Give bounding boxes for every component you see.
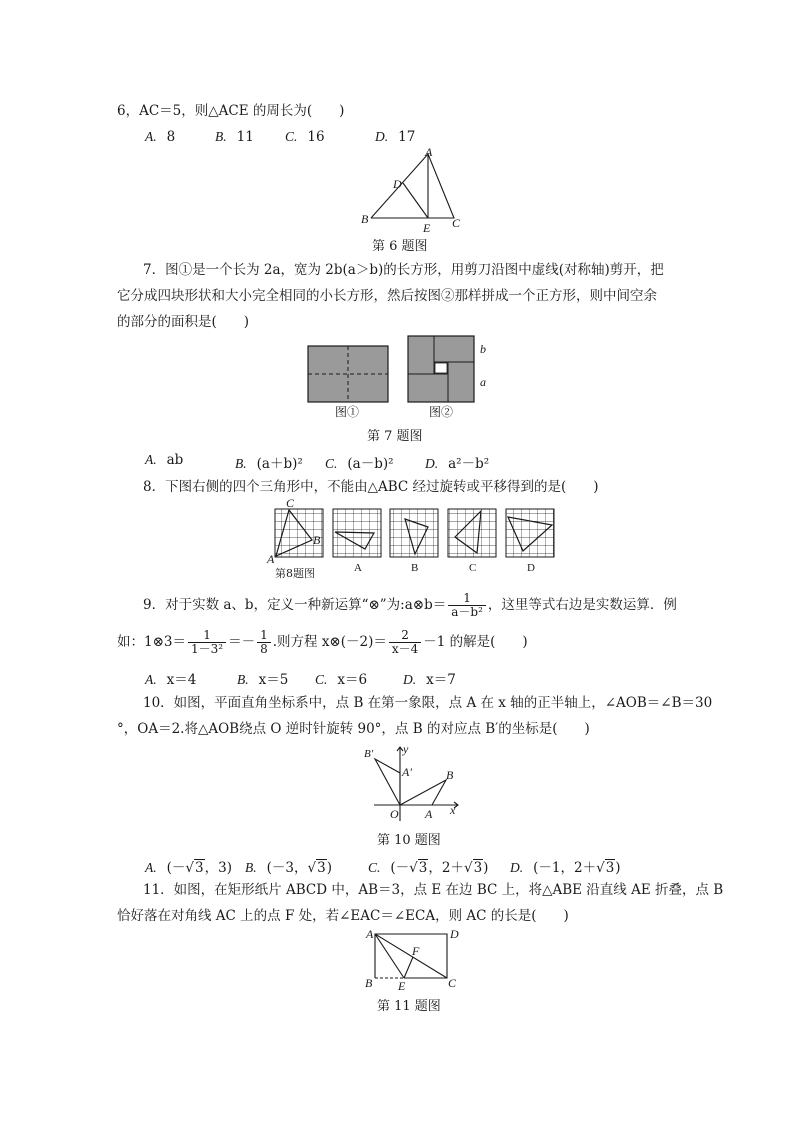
q7-label-b: b: [480, 342, 486, 356]
q10-label-a: A: [425, 807, 433, 821]
q10-coordinate-figure: [360, 743, 465, 823]
q8-caption: 第8题图: [275, 567, 315, 580]
q9-stem-line-2: 如：1⊗3＝ $\frac{1}{\text{1－3²}}$ ＝－ $\frac{1}{8}$ .则方程 x⊗(－2)＝ $\frac{2}{x-4}$ －1 的解是( ): [117, 628, 528, 656]
q8-label-a: A: [267, 552, 275, 566]
q7-fig1-label: 图①: [335, 405, 360, 419]
q6-option-b: B. 11: [215, 129, 254, 145]
q11-label-f: F: [412, 944, 420, 958]
q11-label-c: C: [448, 976, 457, 990]
q10-stem-line-1: 10．如图，平面直角坐标系中，点 B 在第一象限，点 A 在 x 轴的正半轴上，∠AOB＝∠B＝30: [143, 695, 713, 711]
q10-option-d: D. (－1，2＋√3): [510, 860, 621, 876]
q8-label-b: B: [313, 533, 321, 547]
q10-label-y: y: [403, 743, 409, 756]
q11-label-d: D: [450, 927, 459, 941]
q9-option-d: D. x＝7: [403, 672, 456, 688]
q6-label-b: B: [361, 212, 369, 226]
q10-label-x: x: [450, 803, 456, 817]
q6-label-a: A: [425, 146, 433, 159]
q6-label-e: E: [423, 221, 431, 234]
q8-choice-a: A: [354, 562, 362, 574]
q6-stem: 6，AC＝5，则△ACE 的周长为( ): [117, 103, 345, 119]
q7-stem-line-1: 7．图①是一个长为 2a，宽为 2b(a＞b)的长方形，用剪刀沿图中虚线(对称轴)剪开，把: [143, 262, 664, 278]
q8-choice-c: C: [469, 562, 477, 574]
q6-option-d: D. 17: [375, 129, 416, 145]
q11-rectangle-figure: [360, 926, 465, 992]
q10-label-a-prime: A′: [402, 765, 412, 779]
q11-label-a: A: [366, 927, 374, 941]
q10-stem-line-2: °，OA＝2.将△AOB绕点 O 逆时针旋转 90°，点 B 的对应点 B′的坐标是( ): [117, 721, 590, 737]
q9-option-c: C. x＝6: [315, 672, 368, 688]
q7-option-b: B. (a＋b)²: [235, 456, 303, 472]
q9-option-b: B. x＝5: [237, 672, 289, 688]
q7-option-a: A. ab: [145, 452, 184, 468]
q9-stem-line-1: 9．对于实数 a、b，定义一种新运算“⊗”为:a⊗b＝ $\frac{1}{\text{a－b²}}$ ，这里等式右边是实数运算．例: [143, 591, 677, 619]
q7-stem-line-3: 的部分的面积是( ): [117, 314, 250, 330]
q6-label-c: C: [452, 216, 461, 230]
q6-label-d: D: [393, 177, 402, 191]
q7-label-a: a: [480, 375, 486, 389]
q11-caption: 第 11 题图: [377, 999, 441, 1014]
q10-label-o: O: [390, 807, 399, 821]
q8-label-c: C: [286, 497, 295, 510]
q6-triangle-figure: [355, 146, 465, 234]
q10-option-b: B. (－3，√3): [245, 860, 332, 876]
q7-fig2-label: 图②: [429, 405, 454, 419]
q9-fraction-1: $\frac{1}{\text{a－b²}}$: [448, 592, 486, 619]
q6-caption: 第 6 题图: [372, 239, 428, 254]
q10-label-b: B: [446, 768, 454, 782]
q11-label-e: E: [398, 979, 406, 992]
q8-stem: 8．下图右侧的四个三角形中，不能由△ABC 经过旋转或平移得到的是( ): [143, 479, 599, 495]
q11-label-b: B: [365, 976, 373, 990]
q7-stem-line-2: 它分成四块形状和大小完全相同的小长方形，然后按图②那样拼成一个正方形，则中间空余: [117, 288, 657, 304]
q9-option-a: A. x＝4: [145, 672, 197, 688]
q7-option-d: D. a²－b²: [425, 456, 490, 472]
q9-fraction-3: $\frac{1}{8}$: [257, 629, 271, 656]
q7-caption: 第 7 题图: [367, 429, 423, 444]
q8-choice-d: D: [527, 562, 535, 574]
q6-option-a: A. 8: [145, 129, 176, 145]
q11-stem-line-1: 11．如图，在矩形纸片 ABCD 中，AB＝3，点 E 在边 BC 上，将△ABE 沿直线 AE 折叠，点 B: [143, 882, 724, 898]
q10-caption: 第 10 题图: [377, 833, 441, 848]
q10-label-b-prime: B′: [364, 748, 374, 760]
q7-option-c: C. (a－b)²: [325, 456, 394, 472]
q9-fraction-4: $\frac{2}{x-4}$: [389, 629, 421, 656]
q11-stem-line-2: 恰好落在对角线 AC 上的点 F 处，若∠EAC＝∠ECA，则 AC 的长是( ): [117, 908, 569, 924]
q7-rectangles-figure: [305, 334, 495, 424]
q10-option-c: C. (－√3，2＋√3): [368, 860, 489, 876]
q6-option-c: C. 16: [285, 129, 325, 145]
q10-option-a: A. (－√3，3): [145, 860, 232, 876]
q9-fraction-2: $\frac{1}{\text{1－3²}}$: [188, 629, 226, 656]
q8-choice-b: B: [411, 562, 419, 574]
